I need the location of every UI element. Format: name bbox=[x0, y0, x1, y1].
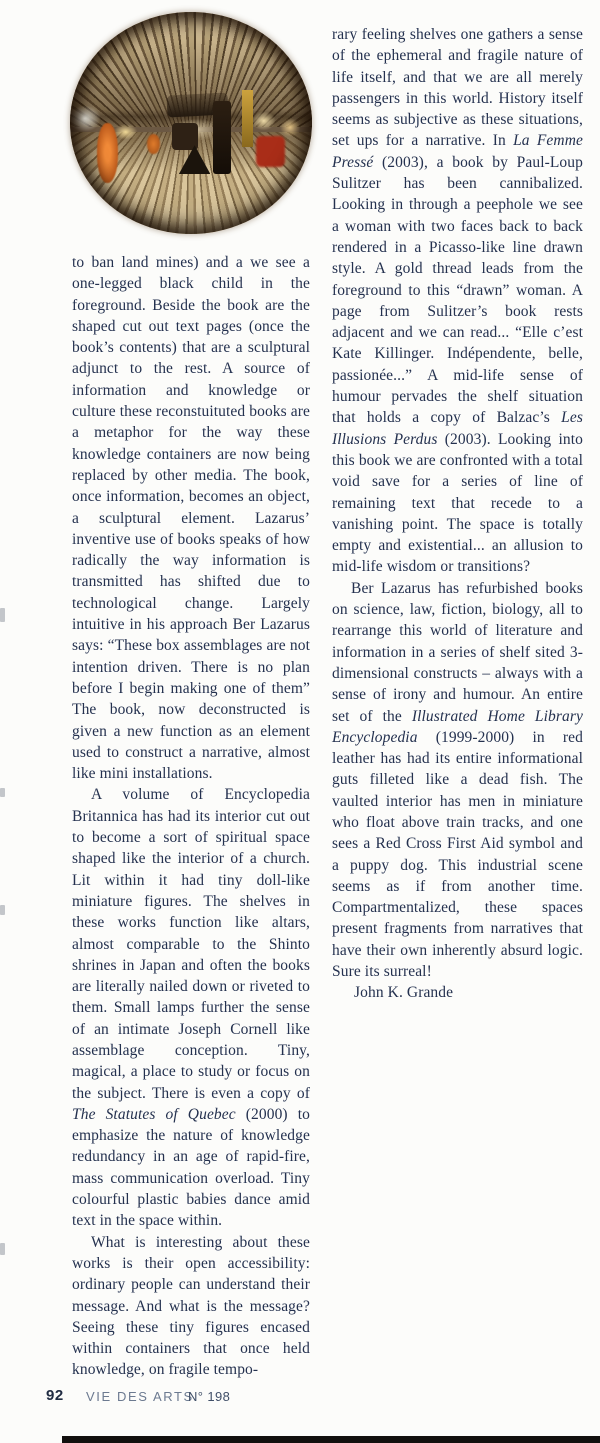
fisheye-photo bbox=[70, 12, 312, 234]
text-segment: John K. Grande bbox=[354, 984, 454, 1002]
text-segment: rary feeling shelves one gathers a sense of the ephemeral and fragile nature of life itself, and that we are all merely passengers in this world. History itself seems as subjective as these situations, set ups for a narrative. In bbox=[332, 26, 583, 150]
paragraph bbox=[332, 24, 583, 578]
scan-artifact bbox=[0, 905, 5, 915]
text-segment: (2000) to emphasize the nature of knowledge redundancy in an age of rapid-fire, mass communication overload. Tiny colourful plastic babies dance amid text in the space within. bbox=[72, 1105, 310, 1230]
italic-title-segment: Les Illusions Perdus bbox=[332, 409, 583, 448]
text-segment: (2003), a book by Paul-Loup Sulitzer has been cannibalized. Looking in through a peephole we see a woman with two faces back to back rendered in a Picasso-like line drawn style. A gold thread leads from the foreground to this “drawn” woman. A page from Sulitzer’s book rests adjacent and we can read... “Elle c’est Kate Killinger. Indépendente, belle, passionée...” A mid-life sense of humour pervades the shelf situation that holds a copy of Balzac’s bbox=[332, 153, 583, 427]
italic-title-segment: The Statutes of Quebec bbox=[72, 1105, 236, 1123]
paragraph bbox=[72, 252, 310, 784]
page-bottom-bar bbox=[62, 1436, 600, 1443]
text-segment: A volume of Encyclopedia Britannica has had its interior cut out to become a sort of spiritual space shaped like the interior of a church. Lit within it had tiny doll-like miniature figures. The shelves in these works function like altars, almost comparable to the Shinto shrines in Japan and often the books are literally nailed down or riveted to them. Small lamps further the sense of an intimate Joseph Cornell like assemblage conception. Tiny, magical, a place to study or focus on the subject. There is even a copy of bbox=[72, 786, 310, 1102]
scan-artifact bbox=[0, 788, 5, 797]
issue-number: N° 198 bbox=[188, 1389, 231, 1404]
paragraph bbox=[332, 578, 583, 983]
page-footer bbox=[0, 1387, 600, 1407]
text-segment: (2003). Looking into this book we are confronted with a total void save for a series of line of remaining text that recede to a vanishing point. The space is totally empty and existential... an allusion to mid-life wisdom or transitions? bbox=[332, 430, 583, 576]
italic-title-segment: Illustrated Home Library Encyclopedia bbox=[332, 707, 583, 746]
text-segment: Ber Lazarus has refurbished books on science, law, fiction, biology, all to rearrange this world of literature and information in a series of shelf sited 3-dimensional constructs – always with a sense of irony and humour. An entire set of the bbox=[332, 579, 583, 725]
photo-rim-vignette bbox=[70, 12, 312, 234]
text-segment: (1999-2000) in red leather has had its entire informational guts filleted like a dead fish. The vaulted interior has men in miniature who float above train tracks, and one sees a Red Cross First Aid symbol and a puppy dog. This industrial scene seems as if from another time. Compartmentalized, these spaces present fragments from narratives that have their own inherently absurd logic. Sure its surreal! bbox=[332, 728, 583, 981]
paragraph bbox=[72, 1232, 310, 1381]
italic-title-segment: La Femme Pressé bbox=[332, 132, 583, 171]
paragraph bbox=[72, 784, 310, 1231]
page-number: 92 bbox=[46, 1387, 64, 1404]
magazine-title: VIE DES ARTS bbox=[86, 1389, 194, 1404]
text-segment: What is interesting about these works is their open accessibility: ordinary people can understand their message. And what is the message? Seeing these tiny figures encased within containers that once held knowledge, on fragile tempo- bbox=[72, 1233, 310, 1379]
article-left-column bbox=[72, 252, 310, 1381]
text-segment: to ban land mines) and a we see a one-legged black child in the foreground. Beside the book are the shaped cut out text pages (once the book’s contents) that are a sculptural adjunct to the rest. A source of information and knowledge or culture these reconstuituted books are a metaphor for the way these knowledge containers are now being replaced by other media. The book, once information, becomes an object, a sculptural element. Lazarus’ inventive use of books speaks of how radically the way information is transmitted has shifted due to technological change. Largely intuitive in his approach Ber Lazarus says: “These box assemblages are not intention driven. There is no plan before I begin making one of them” The book, now deconstructed is given a new function as an element used to construct a narrative, almost like mini installations. bbox=[72, 254, 310, 783]
article-right-column bbox=[332, 24, 583, 1004]
scan-artifact bbox=[0, 1243, 5, 1255]
scan-artifact bbox=[0, 608, 5, 622]
byline bbox=[332, 982, 583, 1003]
